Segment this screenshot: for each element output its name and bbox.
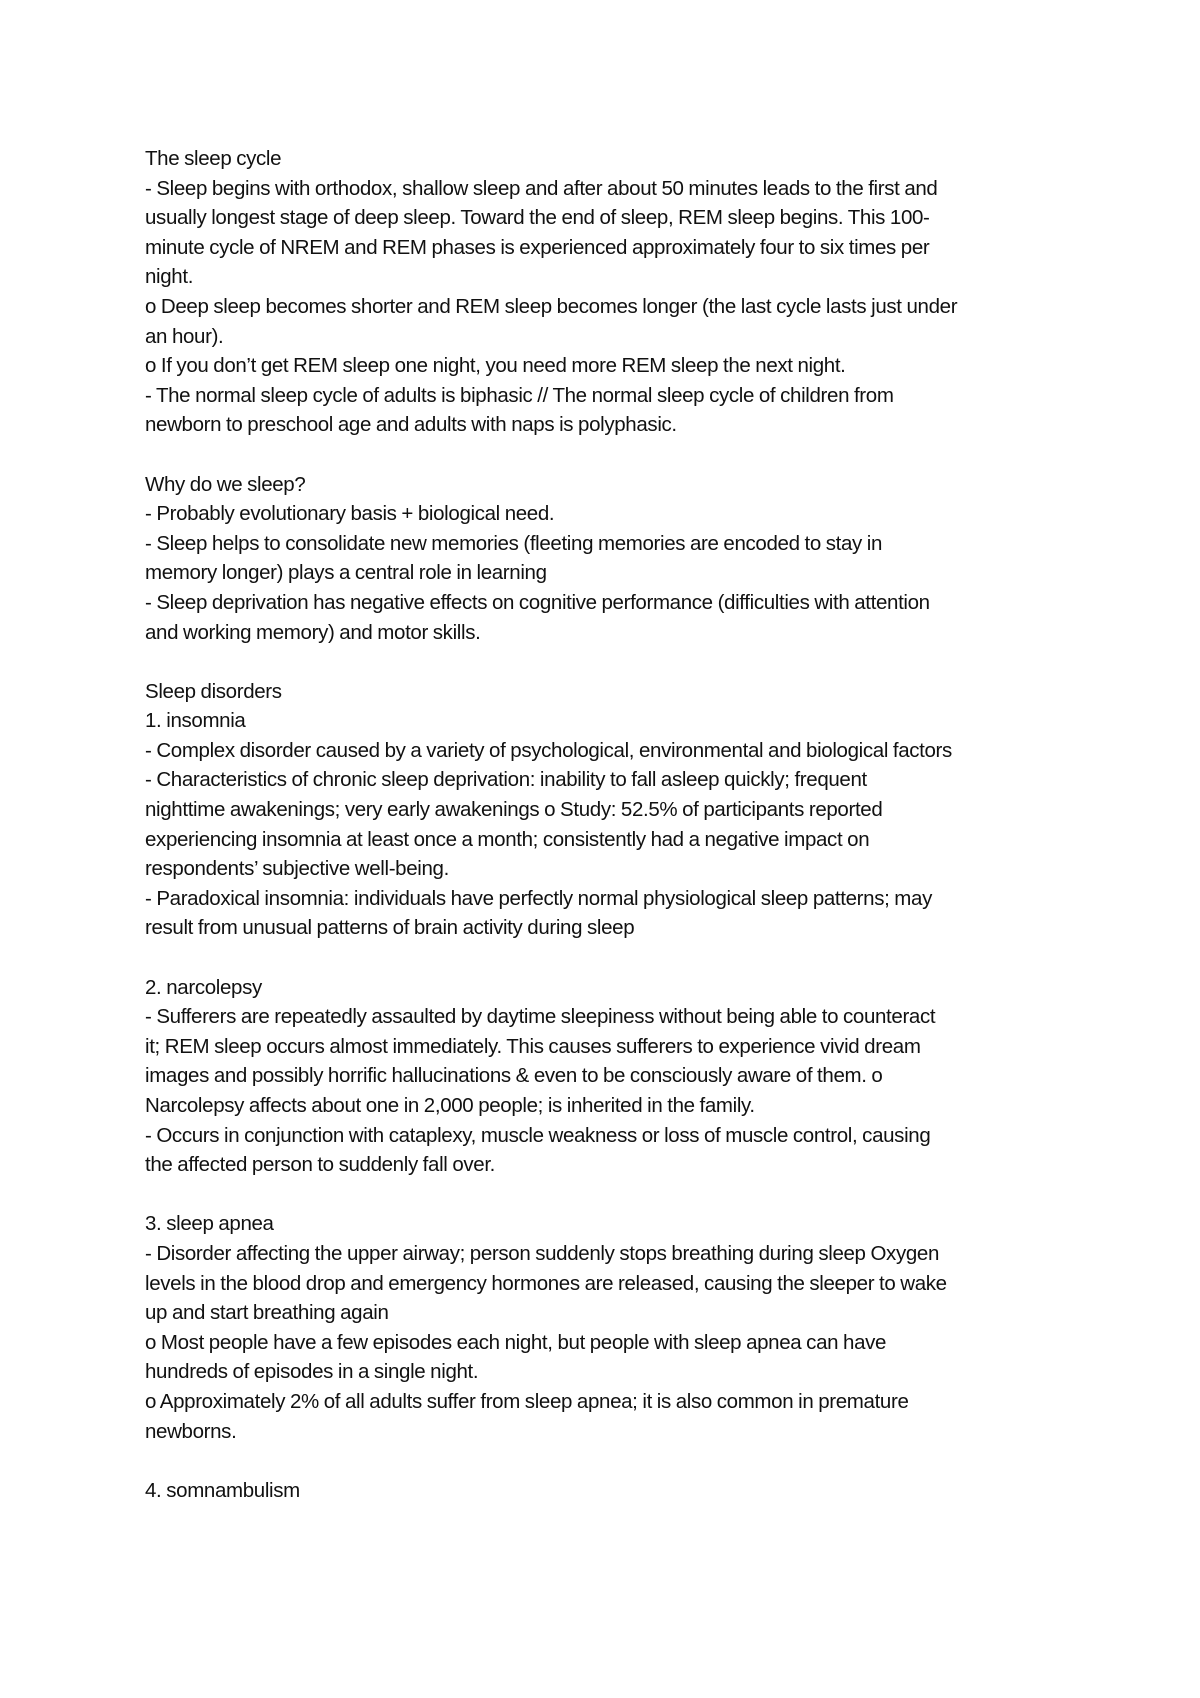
section-sleep-disorders — [145, 677, 1065, 943]
subheading: 2. narcolepsy — [145, 975, 262, 999]
body-line: experiencing insomnia at least once a month; consistently had a negative impact on — [145, 827, 870, 851]
section-why-sleep — [145, 470, 1065, 648]
body-line: - Sufferers are repeatedly assaulted by daytime sleepiness without being able to counteract — [145, 1005, 936, 1029]
body-line: nighttime awakenings; very early awakenings o Study: 52.5% of participants reported — [145, 798, 883, 822]
body-line: o Approximately 2% of all adults suffer from sleep apnea; it is also common in premature — [145, 1389, 909, 1413]
section-heading: Sleep disorders — [145, 679, 282, 703]
body-line: - Occurs in conjunction with cataplexy, muscle weakness or loss of muscle control, causing — [145, 1123, 931, 1147]
body-line: it; REM sleep occurs almost immediately. This causes sufferers to experience vivid dream — [145, 1034, 921, 1058]
section-heading: Why do we sleep? — [145, 472, 306, 496]
body-line: respondents’ subjective well-being. — [145, 857, 449, 881]
body-line: memory longer) plays a central role in learning — [145, 561, 547, 585]
body-line: - The normal sleep cycle of adults is biphasic // The normal sleep cycle of children from — [145, 383, 894, 407]
body-line: Narcolepsy affects about one in 2,000 people; is inherited in the family. — [145, 1094, 755, 1117]
body-line: newborn to preschool age and adults with naps is polyphasic. — [145, 413, 677, 437]
section-narcolepsy — [145, 973, 1065, 1180]
subheading: 1. insomnia — [145, 709, 246, 733]
body-line: minute cycle of NREM and REM phases is experienced approximately four to six times per — [145, 235, 930, 259]
body-line: usually longest stage of deep sleep. Toward the end of sleep, REM sleep begins. This 100- — [145, 206, 930, 230]
body-line: o Most people have a few episodes each night, but people with sleep apnea can have — [145, 1330, 887, 1354]
body-line: - Probably evolutionary basis + biological need. — [145, 502, 555, 526]
body-line: - Sleep begins with orthodox, shallow sleep and after about 50 minutes leads to the first and — [145, 176, 938, 200]
body-line: o If you don’t get REM sleep one night, you need more REM sleep the next night. — [145, 354, 846, 378]
body-line: up and start breathing again — [145, 1301, 389, 1325]
body-line: images and possibly horrific hallucinations & even to be consciously aware of them. o — [145, 1064, 883, 1088]
body-line: night. — [145, 265, 194, 289]
body-line: - Disorder affecting the upper airway; person suddenly stops breathing during sleep Oxygen — [145, 1241, 939, 1265]
body-line: and working memory) and motor skills. — [145, 620, 481, 644]
body-line: hundreds of episodes in a single night. — [145, 1360, 479, 1384]
subheading: 4. somnambulism — [145, 1478, 300, 1502]
document-body — [145, 144, 1065, 1505]
body-line: o Deep sleep becomes shorter and REM sleep becomes longer (the last cycle lasts just under — [145, 294, 958, 318]
section-somnambulism — [145, 1476, 1065, 1506]
subheading: 3. sleep apnea — [145, 1212, 274, 1236]
section-sleep-cycle — [145, 144, 1065, 440]
section-heading: The sleep cycle — [145, 147, 282, 170]
body-line: levels in the blood drop and emergency hormones are released, causing the sleeper to wake — [145, 1271, 947, 1295]
body-line: result from unusual patterns of brain activity during sleep — [145, 916, 635, 940]
body-line: - Sleep deprivation has negative effects on cognitive performance (difficulties with attention — [145, 590, 930, 614]
section-sleep-apnea — [145, 1209, 1065, 1446]
body-line: - Characteristics of chronic sleep deprivation: inability to fall asleep quickly; frequent — [145, 768, 867, 792]
body-line: the affected person to suddenly fall over. — [145, 1153, 496, 1177]
body-line: - Sleep helps to consolidate new memories (fleeting memories are encoded to stay in — [145, 531, 883, 555]
body-line: - Complex disorder caused by a variety of psychological, environmental and biological factors — [145, 738, 952, 762]
body-line: - Paradoxical insomnia: individuals have perfectly normal physiological sleep patterns; may — [145, 886, 932, 910]
body-line: newborns. — [145, 1419, 237, 1443]
body-line: an hour). — [145, 324, 224, 348]
